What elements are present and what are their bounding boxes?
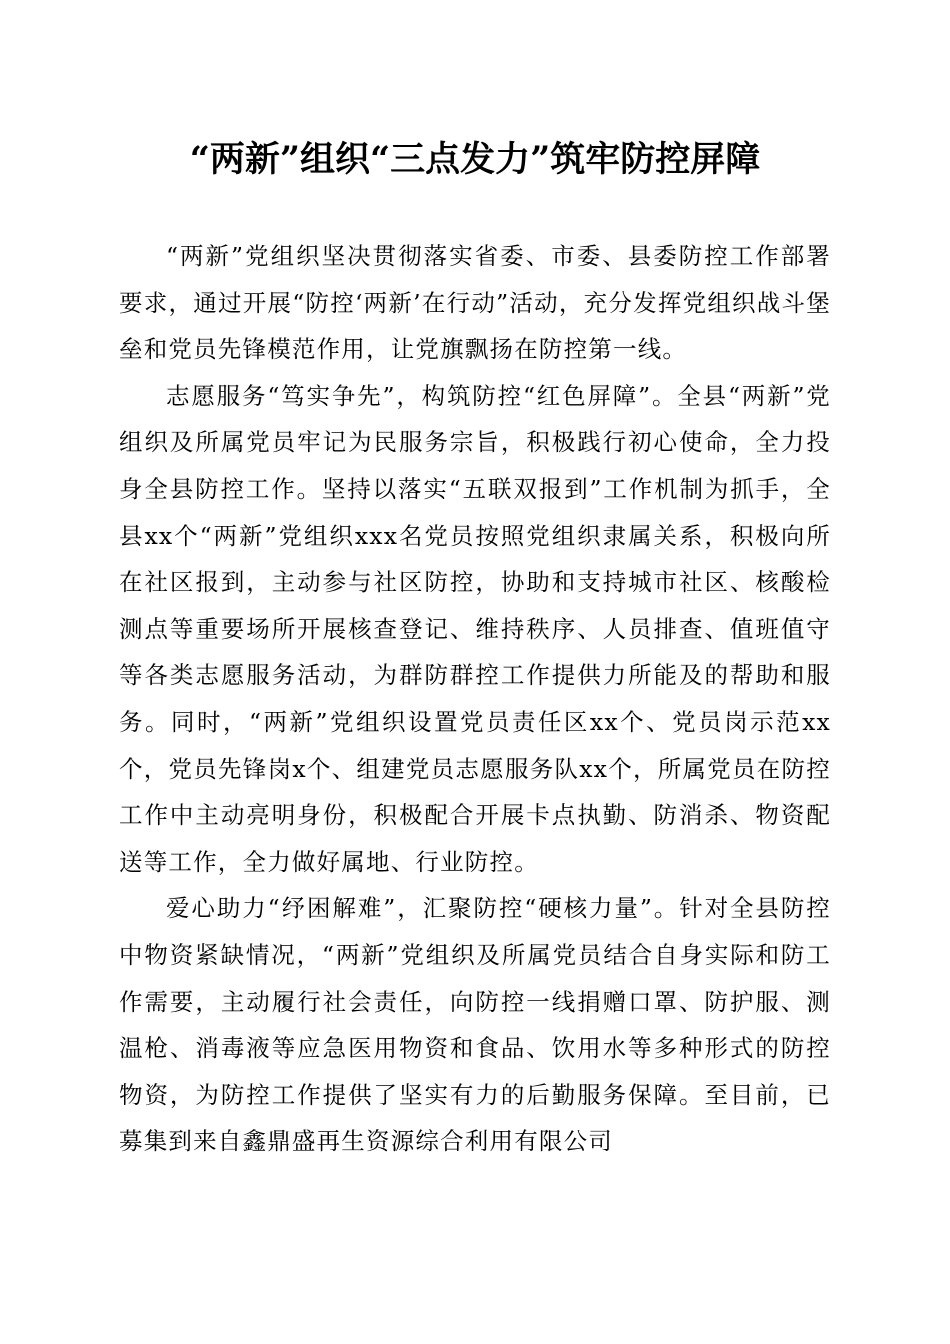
paragraph-intro: “两新”党组织坚决贯彻落实省委、市委、县委防控工作部署要求，通过开展“防控‘两新’在行动”活动，充分发挥党组织战斗堡垒和党员先锋模范作用，让党旗飘扬在防控第一线。: [119, 242, 831, 364]
paragraph-volunteer-service: 志愿服务“笃实争先”，构筑防控“红色屏障”。全县“两新”党组织及所属党员牢记为民服务宗旨，积极践行初心使命，全力投身全县防控工作。坚持以落实“五联双报到”工作机制为抓手，全县xx个“两新”党组织xxx名党员按照党组织隶属关系，积极向所在社区报到，主动参与社区防控，协助和支持城市社区、核酸检测点等重要场所开展核查登记、维持秩序、人员排查、值班值守等各类志愿服务活动，为群防群控工作提供力所能及的帮助和服务。同时，“两新”党组织设置党员责任区xx个、党员岗示范xx个，党员先锋岗x个、组建党员志愿服务队xx个，所属党员在防控工作中主动亮明身份，积极配合开展卡点执勤、防消杀、物资配送等工作，全力做好属地、行业防控。: [119, 381, 831, 876]
document-title: “两新”组织“三点发力”筑牢防控屏障: [189, 139, 761, 180]
document-body: [119, 233, 831, 1165]
paragraph-charity-support: 爱心助力“纾困解难”，汇聚防控“硬核力量”。针对全县防控中物资紧缺情况，“两新”党组织及所属党员结合自身实际和防工作需要，主动履行社会责任，向防控一线捐赠口罩、防护服、测温枪、消毒液等应急医用物资和食品、饮用水等多种形式的防控物资，为防控工作提供了坚实有力的后勤服务保障。至目前，已募集到来自鑫鼎盛再生资源综合利用有限公司: [119, 894, 831, 1156]
